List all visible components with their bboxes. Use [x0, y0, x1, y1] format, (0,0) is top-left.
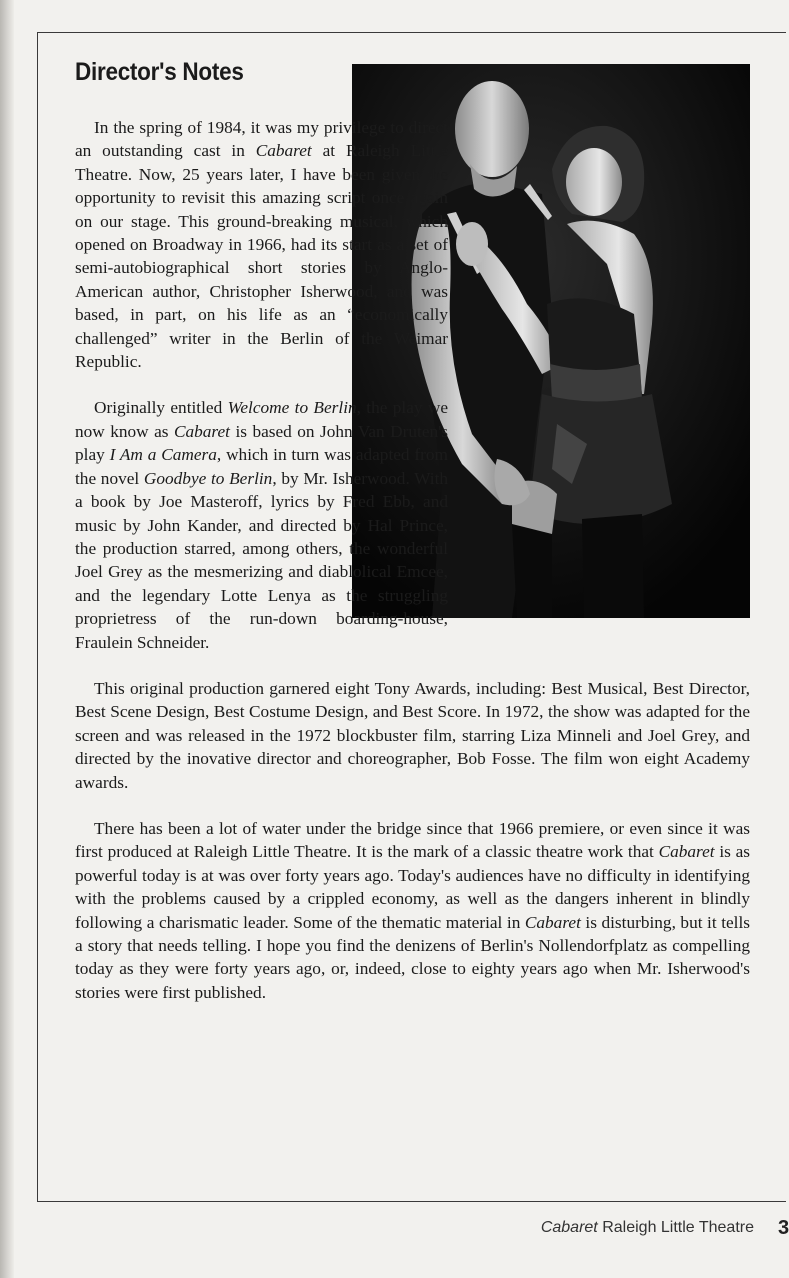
footer-company: Raleigh Little Theatre [602, 1219, 754, 1236]
paragraph-1: In the spring of 1984, it was my privilege to direct an outstanding cast in Cabaret at Raleigh Little Theatre. Now, 25 years later, I have been given the opportunity to revisit this amazing script once again on our stage. This ground-breaking musical, which opened on Broadway in 1966, had its start as a set of semi-autobiographical short stories by Anglo-American author, Christopher Isherwood, and was based, in part, on his life as an “economically challenged” writer in the Berlin of the Weimar Republic. [75, 118, 448, 372]
paragraph-2: Originally entitled Welcome to Berlin, the play we now know as Cabaret is based on John Van Druten's play I Am a Camera, which in turn was adapted from the novel Goodbye to Berlin, by Mr. Isherwood. With a book by Joe Masteroff, lyrics by Fred Ebb, and music by John Kander, and directed by Hal Prince, the production starred, among others, the wonderful Joel Grey as the mesmerizing and diablolical Emcee, and the legendary Lotte Lenya as the struggling proprietress of the run-down boarding-house, Fraulein Schneider. [75, 398, 449, 652]
page-binding [0, 0, 14, 1278]
page-footer [541, 1219, 754, 1237]
article-body [75, 116, 750, 1027]
paragraph-3: This original production garnered eight Tony Awards, including: Best Musical, Best Director, Best Scene Design, Best Costume Design, and Best Score. In 1972, the show was adapted for the screen and was released in the 1972 blockbuster film, starring Liza Minneli and Joel Grey, and directed by the inovative director and choreographer, Bob Fosse. The film won eight Academy awards. [75, 678, 750, 792]
page-title: Director's Notes [75, 58, 244, 86]
footer-show-title: Cabaret [540, 1219, 598, 1236]
photo-wrap-space [460, 116, 750, 621]
paragraph-4: There has been a lot of water under the bridge since that 1966 premiere, or even since it was first produced at Raleigh Little Theatre. It is the mark of a classic theatre work that Cabaret is as powerful today is at was over forty years ago. Today's audiences have no difficulty in identifying with the problems caused by a crippled economy, as well as the dangers inherent in blindly following a charismatic leader. Some of the thematic material in Cabaret is disturbing, but it tells a story that needs telling. I hope you find the denizens of Berlin's Nollendorfplatz as compelling today as they were forty years ago, or, indeed, close to eighty years ago when Mr. Isherwood's stories were first published. [75, 818, 750, 1002]
page-number: 3 [778, 1217, 789, 1239]
